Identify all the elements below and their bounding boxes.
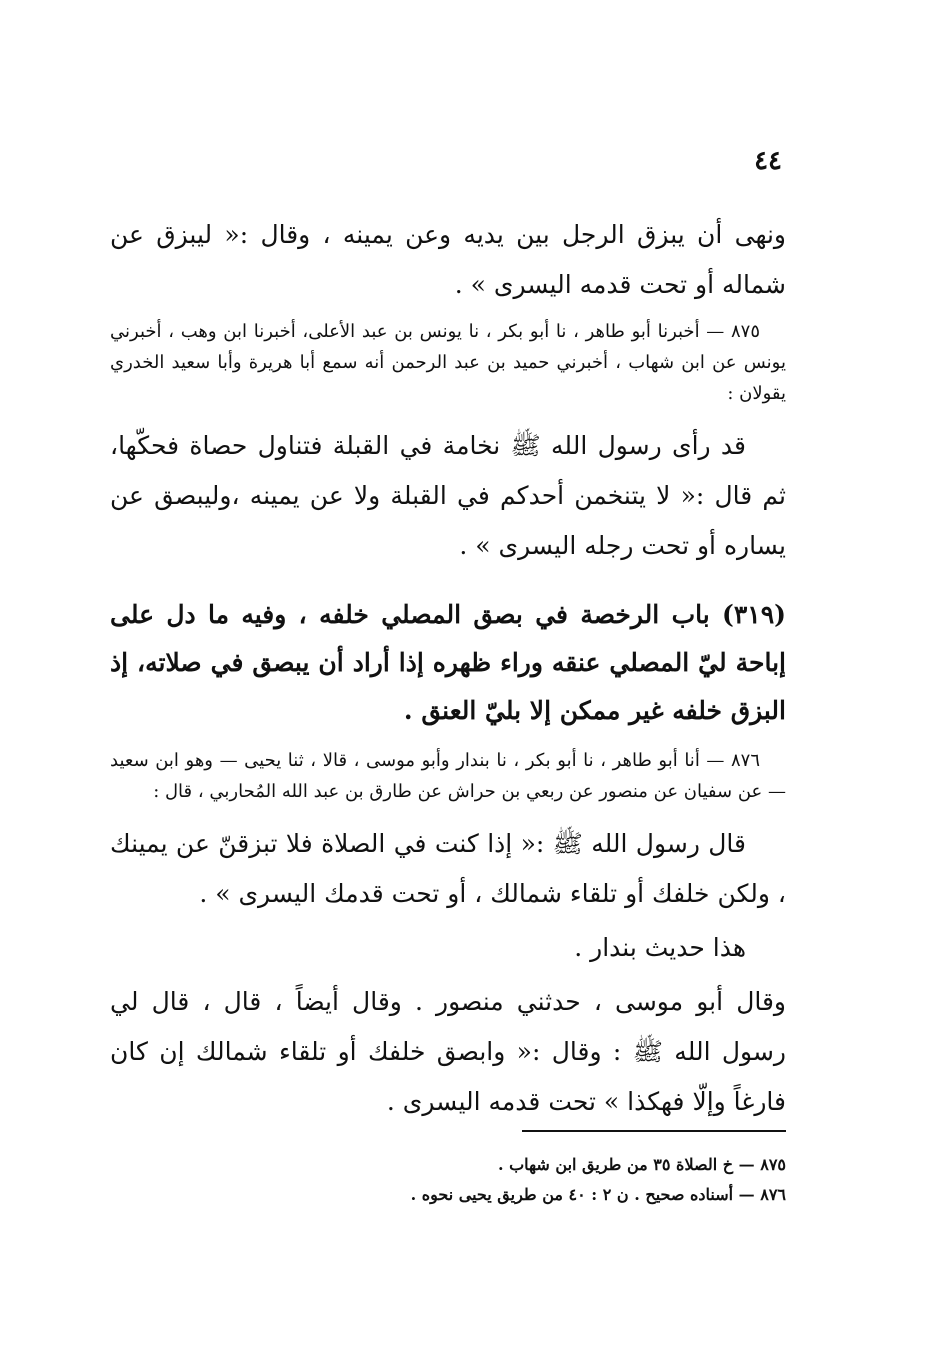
hadith-note: هذا حديث بندار . <box>574 933 746 962</box>
page-number: ٤٤ <box>754 146 782 176</box>
footnote-875: ٨٧٥ — خ الصلاة ٣٥ من طريق ابن شهاب . <box>497 1155 786 1174</box>
isnad-875: ٨٧٥ — أخبرنا أبو طاهر ، نا أبو بكر ، نا يونس بن عبد الأعلى، أخبرنا ابن وهب ، أخبرني يونس عن ابن شهاب ، أخبرني حميد بن عبد الرحمن أنه سمع أبا هريرة وأبا سعيد الخدري يقولان : <box>110 321 786 404</box>
footnotes <box>110 1130 786 1210</box>
footnote-876: ٨٧٦ — أسناده صحيح . ن ٢ : ٤٠ من طريق يحيى نحوه . <box>410 1185 786 1204</box>
isnad-876: ٨٧٦ — أنا أبو طاهر ، نا أبو بكر ، نا بندار وأبو موسى ، قالا ، ثنا يحيى — وهو ابن سعيد — عن سفيان عن منصور عن ربعي بن حراش عن طارق بن عبد الله المُحاربي ، قال : <box>110 750 786 802</box>
chapter-heading-319: (٣١٩) باب الرخصة في بصق المصلي خلفه ، وفيه ما دل على إباحة ليّ المصلي عنقه وراء ظهره إذا أراد أن يبصق في صلاته، إذ البزق خلفه غير ممكن إلا بليّ العنق . <box>110 600 786 725</box>
footnote-divider <box>522 1130 786 1132</box>
hadith-text-paragraph: ونهى أن يبزق الرجل بين يديه وعن يمينه ، وقال :« ليبزق عن شماله أو تحت قدمه اليسرى » . <box>110 220 786 299</box>
hadith-876-matn: قال رسول الله ﷺ :« إذا كنت في الصلاة فلا تبزقنّ عن يمينك ، ولكن خلفك أو تلقاء شمالك ، أو تحت قدمك اليسرى » . <box>110 829 786 908</box>
hadith-875-matn: قد رأى رسول الله ﷺ نخامة في القبلة فتناول حصاة فحكّها، ثم قال :« لا يتنخمن أحدكم في القبلة ولا عن يمينه ،وليبصق عن يساره أو تحت رجله اليسرى » . <box>110 431 786 560</box>
hadith-variant: وقال أبو موسى ، حدثني منصور . وقال أيضاً ، قال ، قال لي رسول الله ﷺ : وقال :« وابصق خلفك أو تلقاء شمالك إن كان فارغاً وإلّا فهكذا » تحت قدمه اليسرى . <box>110 987 786 1116</box>
page-body <box>110 210 786 1131</box>
